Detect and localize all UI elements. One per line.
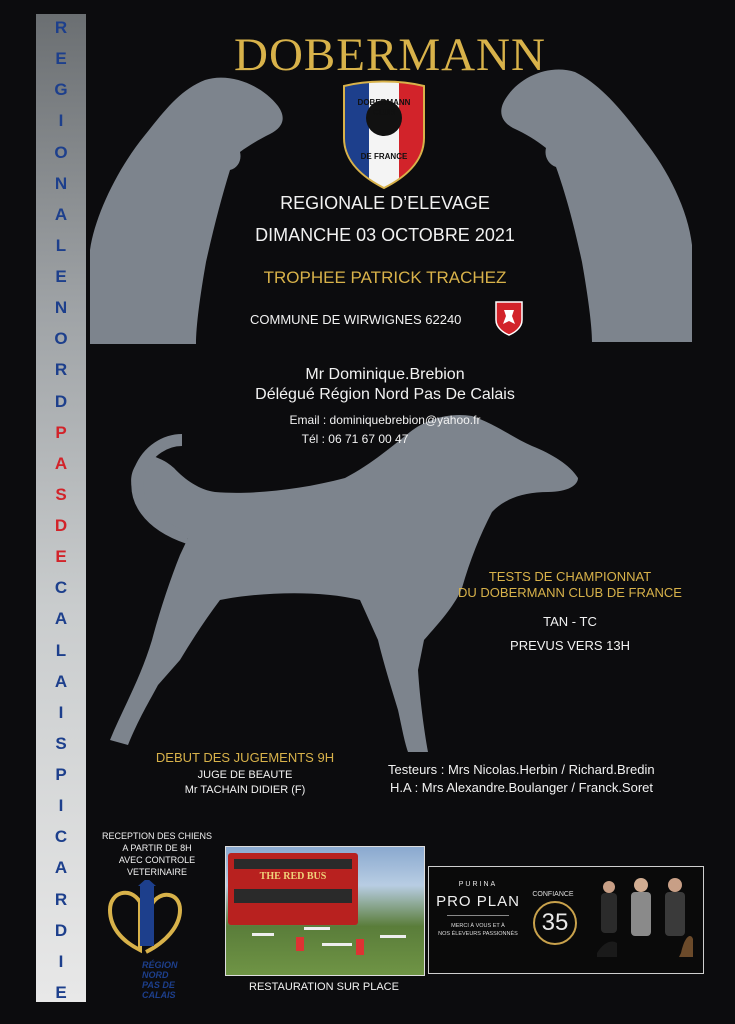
- page-title: DOBERMANN: [234, 29, 546, 81]
- sponsor-divider: [447, 915, 509, 916]
- contact-email: Email : dominiquebrebion@yahoo.fr: [289, 413, 481, 427]
- reception-line2: A PARTIR DE 8H: [122, 843, 192, 853]
- side-band-letter: D: [54, 391, 68, 411]
- judge-name: Mr TACHAIN DIDIER (F): [184, 784, 306, 796]
- club-logo-club-text: CLUB: [372, 108, 396, 117]
- region-heart-icon: [100, 880, 190, 956]
- bus-sign: THE RED BUS: [259, 871, 327, 882]
- side-band-letter: N: [54, 173, 68, 193]
- bus-lower-windows: [234, 889, 352, 903]
- side-band-letter: I: [58, 702, 64, 722]
- contact-name: Mr Dominique.Brebion: [305, 366, 465, 383]
- tests-time: PREVUS VERS 13H: [510, 638, 630, 653]
- sponsor-thanks-line2: NOS ÉLEVEURS PASSIONNÉS: [438, 931, 518, 937]
- terrace-tables: [252, 927, 412, 967]
- testers-line2: H.A : Mrs Alexandre.Boulanger / Franck.Soret: [390, 780, 654, 795]
- side-band-letter: D: [54, 920, 68, 940]
- tests-types: TAN - TC: [543, 614, 597, 629]
- side-band-letter: A: [54, 609, 68, 629]
- contact-phone: Tél : 06 71 67 00 47: [301, 432, 409, 446]
- breeders-photo: [589, 873, 699, 969]
- side-band-letter: P: [55, 422, 67, 442]
- catering-caption: RESTAURATION SUR PLACE: [249, 981, 399, 993]
- region-logo: [100, 880, 190, 1000]
- side-band-letter: N: [54, 298, 68, 318]
- side-band-letter: E: [55, 982, 67, 1002]
- sponsor-confiance: CONFIANCE: [532, 891, 574, 898]
- sponsor-years-badge: 35: [533, 901, 577, 945]
- region-logo-line1: RÉGION: [142, 960, 178, 970]
- side-band-letter: A: [54, 204, 68, 224]
- club-logo-top-text: DOBERMANN: [357, 98, 411, 107]
- event-date: DIMANCHE 03 OCTOBRE 2021: [255, 225, 515, 245]
- event-trophy: TROPHEE PATRICK TRACHEZ: [263, 268, 507, 287]
- commune-crest-icon: [494, 300, 524, 336]
- side-band-letter: S: [55, 484, 67, 504]
- sponsor-banner: [428, 866, 704, 974]
- side-band-letter: L: [55, 640, 67, 660]
- side-band-letter: A: [54, 858, 68, 878]
- side-band-letter: O: [54, 142, 68, 162]
- club-logo-bottom-text: DE FRANCE: [360, 152, 408, 161]
- side-band-letter: D: [54, 516, 68, 535]
- sponsor-brand: PRO PLAN: [436, 893, 520, 910]
- side-band-letter: S: [55, 733, 67, 753]
- reception-line1: RECEPTION DES CHIENS: [101, 831, 213, 841]
- side-band-letter: L: [55, 235, 67, 255]
- side-band-letter: C: [54, 578, 68, 598]
- side-band-letter: A: [54, 453, 68, 473]
- side-band-letter: G: [54, 80, 68, 100]
- event-commune: COMMUNE DE WIRWIGNES 62240: [250, 312, 462, 327]
- region-logo-line3: PAS DE CALAIS: [142, 980, 176, 1000]
- side-band-letter: P: [55, 765, 67, 784]
- bus-upper-windows: [234, 859, 352, 869]
- side-band-letter: I: [58, 111, 64, 131]
- side-band-letter: I: [58, 796, 64, 816]
- sponsor-brand-small: PURINA: [458, 881, 498, 888]
- side-band-letter: R: [54, 889, 68, 909]
- tests-line1: TESTS DE CHAMPIONNAT: [488, 569, 652, 584]
- side-band-letter: R: [54, 360, 68, 380]
- side-band-letter: E: [55, 49, 67, 69]
- side-band-letter: A: [54, 671, 68, 691]
- judging-start: DEBUT DES JUGEMENTS 9H: [155, 750, 335, 765]
- side-band-letter: E: [55, 547, 67, 567]
- side-band-letter: E: [55, 267, 67, 286]
- contact-role: Délégué Région Nord Pas De Calais: [255, 386, 515, 403]
- red-bus-photo: [225, 846, 425, 976]
- event-name: REGIONALE D’ELEVAGE: [280, 193, 490, 213]
- club-logo: [338, 78, 430, 190]
- sponsor-thanks-line1: MERCI À VOUS ET À: [451, 923, 505, 929]
- side-band-letter: I: [58, 951, 64, 971]
- side-band-letter: R: [54, 18, 68, 37]
- region-logo-line2: NORD: [142, 970, 169, 980]
- shield-icon: [338, 78, 430, 190]
- testers-line1: Testeurs : Mrs Nicolas.Herbin / Richard.Bredin: [388, 762, 655, 777]
- side-band-letter: O: [54, 329, 68, 349]
- side-band-letter: C: [54, 827, 68, 847]
- judge-title: JUGE DE BEAUTE: [197, 769, 293, 781]
- tests-line2: DU DOBERMANN CLUB DE FRANCE: [458, 585, 682, 600]
- reception-line3: AVEC CONTROLE VETERINAIRE: [118, 855, 196, 877]
